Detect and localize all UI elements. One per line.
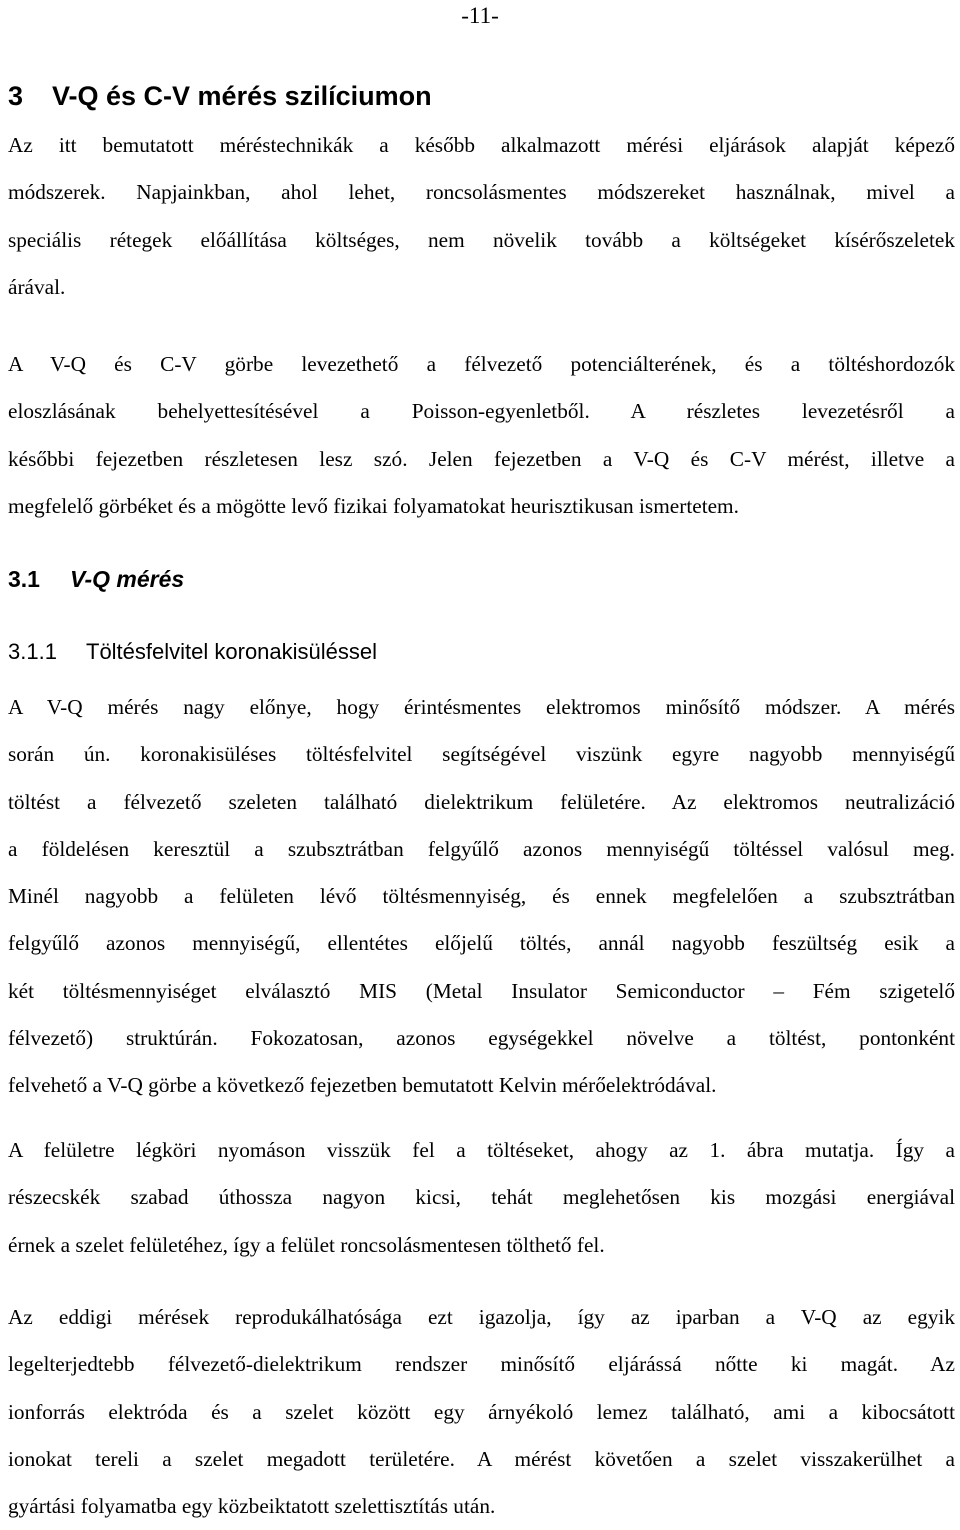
text-line: két töltésmennyiséget elválasztó MIS (Metal Insulator Semiconductor – Fém szigetelő	[8, 978, 955, 1003]
subsubsection-number: 3.1.1	[8, 639, 57, 664]
subsection-heading	[8, 563, 184, 595]
text-line: Az itt bemutatott méréstechnikák a később alkalmazott mérési eljárások alapját képező	[8, 133, 955, 157]
text-line: árával.	[8, 274, 66, 299]
subsection-number: 3.1	[8, 566, 40, 592]
subsubsection-heading	[8, 637, 377, 667]
section-heading	[8, 78, 432, 114]
text-line: töltést a félvezető szeleten található dielektrikum felületére. Az elektromos neutralizáció	[8, 789, 955, 814]
text-line: felgyűlő azonos mennyiségű, ellentétes előjelű töltés, annál nagyobb feszültség esik a	[8, 931, 955, 956]
text-line: részecskék szabad úthossza nagyon kicsi, tehát meglehetősen kis mozgási energiával	[8, 1185, 955, 1210]
subsubsection-title: Töltésfelvitel koronakisüléssel	[86, 639, 378, 664]
section-title: V-Q és C-V mérés szilíciumon	[52, 81, 432, 111]
text-line: során ún. koronakisüléses töltésfelvitel segítségével viszünk egyre nagyobb mennyiségű	[8, 742, 955, 767]
text-line: speciális rétegek előállítása költséges, nem növelik tovább a költségeket kísérőszeletek	[8, 227, 955, 252]
paragraph-reproducibility	[8, 1294, 955, 1530]
page-number: -11-	[461, 3, 499, 28]
paragraph-intro	[8, 122, 955, 311]
text-line: A V-Q mérés nagy előnye, hogy érintésmentes elektromos minősítő módszer. A mérés	[8, 695, 955, 719]
text-line: legelterjedtebb félvezető-dielektrikum rendszer minősítő eljárássá nőtte ki magát. Az	[8, 1352, 955, 1377]
text-line: Az eddigi mérések reprodukálhatósága ezt igazolja, így az iparban a V-Q az egyik	[8, 1305, 955, 1329]
text-line: módszerek. Napjainkban, ahol lehet, roncsolásmentes módszereket használnak, mivel a	[8, 180, 955, 205]
text-line: gyártási folyamatba egy közbeiktatott szelettisztítás után.	[8, 1494, 496, 1519]
text-line: Minél nagyobb a felületen lévő töltésmennyiség, és ennek megfelelően a szubsztrátban	[8, 884, 955, 909]
section-number: 3	[8, 81, 24, 111]
subsection-title: V-Q mérés	[70, 566, 185, 592]
text-line: ionokat tereli a szelet megadott területére. A mérést követően a szelet visszakerülhet a	[8, 1446, 955, 1471]
paragraph-corona-charging	[8, 684, 955, 1110]
paragraph-derivation	[8, 341, 955, 530]
text-line: ionforrás elektróda és a szelet között egy árnyékoló lemez található, ami a kibocsátott	[8, 1399, 955, 1424]
text-line: a földelésen keresztül a szubsztrátban felgyűlő azonos mennyiségű töltéssel valósul meg.	[8, 836, 955, 861]
text-line: felvehető a V-Q görbe a következő fejezetben bemutatott Kelvin mérőelektródával.	[8, 1073, 717, 1098]
text-line: A felületre légköri nyomáson visszük fel a töltéseket, ahogy az 1. ábra mutatja. Így a	[8, 1138, 955, 1162]
text-line: érnek a szelet felületéhez, így a felület roncsolásmentesen tölthető fel.	[8, 1232, 605, 1257]
text-line: megfelelő görbéket és a mögötte levő fizikai folyamatokat heurisztikusan ismertetem.	[8, 493, 739, 518]
text-line: A V-Q és C-V görbe levezethető a félvezető potenciálterének, és a töltéshordozók	[8, 352, 955, 376]
text-line: félvezető) struktúrán. Fokozatosan, azonos egységekkel növelve a töltést, pontonként	[8, 1026, 955, 1051]
text-line: eloszlásának behelyettesítésével a Poisson-egyenletből. A részletes levezetésről a	[8, 399, 955, 424]
text-line: későbbi fejezetben részletesen lesz szó. Jelen fejezetben a V-Q és C-V mérést, illetve a	[8, 446, 955, 471]
paragraph-atmospheric-pressure	[8, 1127, 955, 1269]
